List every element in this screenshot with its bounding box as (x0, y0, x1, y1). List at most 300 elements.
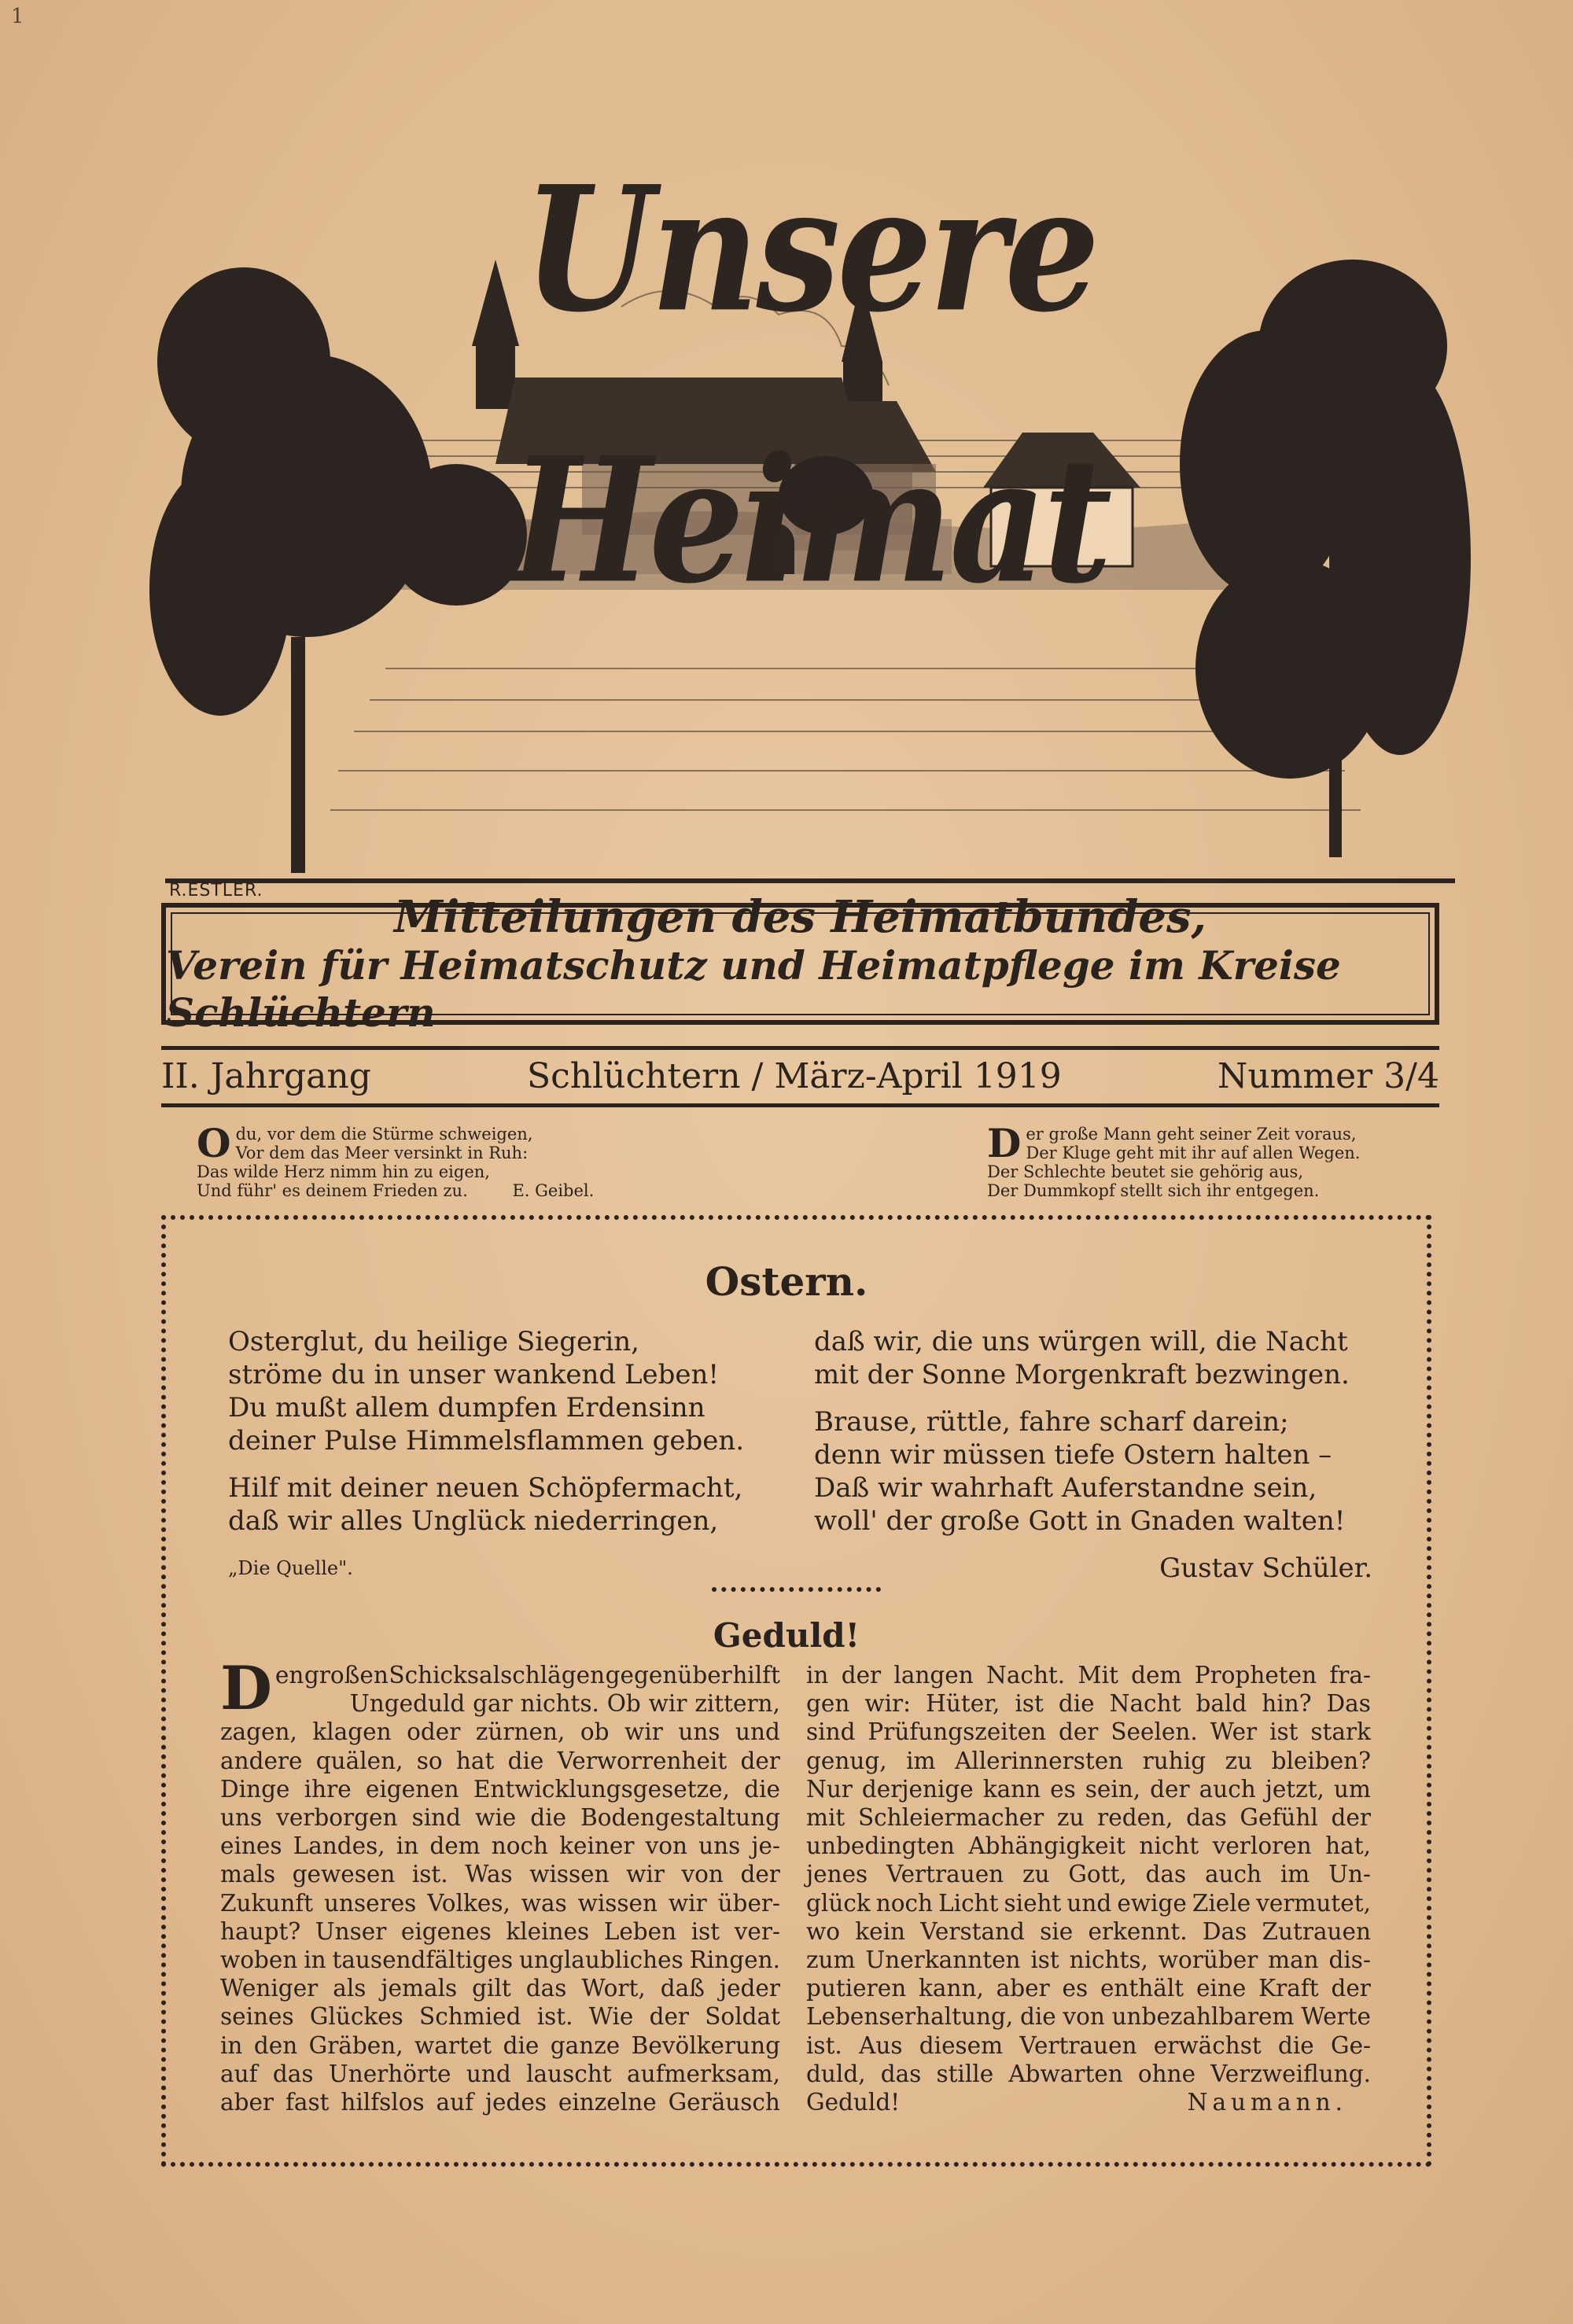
poem-line: Osterglut, du heilige Siegerin, (228, 1326, 639, 1357)
word: jemals (381, 1975, 458, 2002)
epigraph-line: Das wilde Herz nimm hin zu eigen, (197, 1162, 490, 1181)
word: Ziele (1192, 1889, 1251, 1917)
word: Nur (806, 1775, 853, 1803)
poem-source: „Die Quelle". (228, 1557, 353, 1579)
place-date: Schlüchtern / März-April 1919 (526, 1055, 1062, 1096)
word: als (333, 1975, 367, 2002)
article-line (806, 1775, 1371, 1803)
word: Schicksalschlägen (389, 1662, 606, 1689)
word: ist (1269, 1718, 1299, 1746)
word: Dinge (220, 1775, 290, 1803)
word: im (1280, 1861, 1310, 1888)
poem-right-column (814, 1325, 1372, 1585)
rule-top (161, 1046, 1439, 1050)
word: quälen, (315, 1747, 403, 1774)
word: daß (660, 1975, 705, 2002)
word: ganze (550, 2031, 621, 2059)
article-line (806, 2060, 1371, 2088)
word: woben (220, 1946, 298, 1974)
word: die (1019, 2003, 1056, 2031)
word: enthält (1100, 1975, 1184, 2002)
word: fra- (1329, 1662, 1371, 1689)
word: gilt (472, 1975, 511, 2002)
stanza (228, 1471, 779, 1538)
article-title: Geduld! (713, 1616, 860, 1655)
article-line (806, 1803, 1371, 1832)
word: keiner (559, 1832, 635, 1860)
word: die (744, 1775, 780, 1803)
word: Vertrauen (886, 1861, 1004, 1888)
page-corner-mark: 1 (11, 5, 24, 28)
word: jetzt, (1265, 1775, 1324, 1803)
word: gewesen (292, 1861, 396, 1888)
article-line (220, 2031, 780, 2060)
epigraph-line: Der Dummkopf stellt sich ihr entgegen. (987, 1181, 1320, 1200)
article-line (806, 1860, 1371, 1888)
poem-line: Brause, rüttle, fahre scharf darein; (814, 1406, 1289, 1438)
word: derjenige (861, 1775, 974, 1803)
word: von (645, 1832, 688, 1860)
poem-line: daß wir, die uns würgen will, die Nacht (814, 1326, 1348, 1357)
word: haupt? (220, 1917, 301, 1945)
word: eine (1195, 1975, 1247, 2002)
word: Volkes, (427, 1889, 510, 1917)
word: Ungeduld (349, 1690, 466, 1718)
poem-line: Hilf mit deiner neuen Schöpfermacht, (228, 1472, 743, 1504)
word: erkennt. (1088, 1917, 1188, 1945)
word: auch (1204, 1861, 1262, 1888)
article-line (220, 1860, 780, 1888)
epigraph-line: Und führ' es deinem Frieden zu. (197, 1181, 468, 1200)
epigraph-right (987, 1120, 1427, 1200)
word: wartet (414, 2031, 492, 2059)
word: unbedingten (806, 1832, 955, 1860)
word: seines (220, 2003, 294, 2031)
poem-line: deiner Pulse Himmelsflammen geben. (228, 1425, 745, 1457)
word: Werte (1301, 2003, 1371, 2031)
word: Was (465, 1861, 513, 1888)
word: Wie (588, 2003, 634, 2031)
epigraph-geibel (197, 1120, 637, 1200)
article-left-column (220, 1653, 780, 2116)
word: Verstand (920, 1917, 1025, 1945)
word: Verzweiflung. (1210, 2060, 1371, 2087)
word: genug, (806, 1747, 887, 1774)
poem-title: Ostern. (705, 1258, 868, 1305)
word: lauscht (526, 2060, 612, 2087)
word: was (521, 1889, 567, 1917)
article-line (220, 1974, 780, 2002)
word: bleiben? (1271, 1747, 1371, 1774)
word: kein (855, 1917, 906, 1945)
article-line (220, 2060, 780, 2088)
banner-line-2: Verein für Heimatschutz und Heimatpflege im Kreise Schlüchtern (166, 941, 1341, 1036)
masthead (330, 148, 1290, 622)
word: Ge- (1331, 2031, 1371, 2059)
article-line (220, 2002, 780, 2031)
word: wie (475, 1804, 517, 1832)
article-right-column (806, 1661, 1371, 2116)
stanza (228, 1325, 779, 1457)
word: auch (1199, 1775, 1256, 1803)
word: stark (1310, 1718, 1371, 1746)
word: das (1145, 1861, 1187, 1888)
word: jeder (719, 1975, 780, 2002)
word: ohne (1137, 2060, 1196, 2087)
word: der (1150, 1775, 1190, 1803)
word: wir (624, 1718, 663, 1746)
word: uns (220, 1804, 263, 1832)
word: die (507, 1747, 544, 1774)
article-line (806, 1689, 1371, 1718)
epigraph-line: Der Schlechte beutet sie gehörig aus, (987, 1162, 1304, 1181)
article-line (275, 1689, 780, 1718)
word: Seelen. (1111, 1718, 1198, 1746)
word: der (1331, 1975, 1371, 2002)
word: en (274, 1662, 304, 1689)
word: verloren (1212, 1832, 1312, 1860)
word: Gott, (1068, 1861, 1127, 1888)
word: einzelne (558, 2089, 657, 2116)
word: dis- (1328, 1946, 1371, 1974)
word: im (906, 1747, 936, 1774)
word: klagen (312, 1718, 392, 1746)
word: das (880, 2060, 922, 2087)
word: großen (304, 1662, 389, 1689)
article-line (806, 1718, 1371, 1746)
word: hin? (1262, 1690, 1312, 1718)
word: die (530, 1804, 567, 1832)
word: Geräusch (668, 2089, 780, 2116)
poem-line: Daß wir wahrhaft Auferstandne sein, (814, 1472, 1317, 1504)
word: zürnen, (475, 1718, 565, 1746)
poem-line: denn wir müssen tiefe Ostern halten – (814, 1439, 1332, 1471)
word: die (1277, 2031, 1314, 2059)
article-line (806, 1946, 1371, 1974)
poem-left-column (228, 1325, 779, 1585)
section-divider (712, 1587, 881, 1592)
word: es (1050, 1775, 1076, 1803)
word: den (253, 2031, 298, 2059)
word: auf (436, 2089, 473, 2116)
word: kann (982, 1775, 1041, 1803)
word: und (466, 2060, 511, 2087)
article-author: Naumann. (1187, 2089, 1347, 2116)
epigraph-line: du, vor dem die Stürme schweigen, (235, 1125, 533, 1144)
word: hilft (732, 1662, 780, 1689)
word: kleines (506, 1917, 590, 1945)
article-line (806, 1661, 1371, 1689)
article-line (275, 1661, 780, 1689)
volume: II. Jahrgang (161, 1055, 371, 1096)
word: stille (936, 2060, 994, 2087)
word: dem (429, 1832, 481, 1860)
word: hilfslos (341, 2089, 425, 2116)
word: in (806, 1662, 829, 1689)
word: ewige (1117, 1889, 1187, 1917)
word: Soldat (705, 2003, 780, 2031)
word: ihre (304, 1775, 352, 1803)
word: Verworrenheit (557, 1747, 728, 1774)
word: der (649, 2003, 690, 2031)
word: es (1062, 1975, 1089, 2002)
word: nichts. (520, 1690, 599, 1718)
word: Abwarten (1008, 2060, 1123, 2087)
article-line (806, 2002, 1371, 2031)
word: aber (996, 1975, 1050, 2002)
word: nichts, (1069, 1946, 1148, 1974)
word: ist. (806, 2031, 842, 2059)
word: zu (1056, 1804, 1085, 1832)
word: fast (285, 2089, 330, 2116)
word: aber (220, 2089, 274, 2116)
word: Nacht (1109, 1690, 1181, 1718)
word: in (220, 2031, 243, 2059)
word: Lebenserhaltung, (806, 2003, 1014, 2031)
word: Landes, (293, 1832, 385, 1860)
word: unseres (324, 1889, 417, 1917)
article-line (806, 2031, 1371, 2060)
poem-author: Gustav Schüler. (1159, 1552, 1372, 1584)
article-line (220, 1946, 780, 1974)
word: zum (806, 1946, 856, 1974)
word: tausendfältiges (332, 1946, 514, 1974)
word: unbezahlbarem (1111, 2003, 1295, 2031)
epigraph-line: Vor dem das Meer versinkt in Ruh: (235, 1144, 529, 1162)
word: der (1058, 1718, 1099, 1746)
word: reden, (1097, 1804, 1173, 1832)
word: vermutet, (1256, 1889, 1371, 1917)
article-line (220, 1803, 780, 1832)
article-line (220, 1889, 780, 1917)
drop-cap: D (220, 1653, 272, 1723)
word: man (1268, 1946, 1319, 1974)
word: uns (698, 1832, 741, 1860)
word: gar (473, 1690, 513, 1718)
word: Hüter, (926, 1690, 1000, 1718)
issue-number: Nummer 3/4 (1217, 1055, 1439, 1096)
article-line (806, 1832, 1371, 1860)
word: und (735, 1718, 780, 1746)
word: duld, (806, 2060, 866, 2087)
word: ist. (536, 2003, 573, 2031)
word: bald (1195, 1690, 1247, 1718)
epigraph-line: Der Kluge geht mit ihr auf allen Wegen. (1026, 1144, 1361, 1162)
word: der (740, 1747, 780, 1774)
word: Bodengestaltung (580, 1804, 780, 1832)
word: Propheten (1194, 1662, 1317, 1689)
word: andere (220, 1747, 303, 1774)
article-line (220, 1747, 780, 1775)
word: Aus (859, 2031, 903, 2059)
epigraph-author: E. Geibel. (512, 1181, 595, 1200)
word: Wort, (581, 1975, 646, 2002)
word: wissen (529, 1861, 610, 1888)
word: in (304, 1946, 326, 1974)
word: um (1333, 1775, 1371, 1803)
word: Das (1326, 1690, 1371, 1718)
word: eigenes (400, 1917, 492, 1945)
word: mals (220, 1861, 276, 1888)
word: und (1066, 1889, 1112, 1917)
word: wir (668, 1889, 707, 1917)
stanza (814, 1405, 1372, 1538)
word: uns (678, 1718, 720, 1746)
word: der (740, 1861, 780, 1888)
word: je- (751, 1832, 780, 1860)
word: Vertrauen (1019, 2031, 1137, 2059)
word: jenes (806, 1861, 868, 1888)
word: Kraft (1258, 1975, 1319, 2002)
article-closing-line (806, 2088, 1371, 2116)
word: zu (1022, 1861, 1050, 1888)
word: zagen, (220, 1718, 297, 1746)
word: die (503, 2031, 540, 2059)
word: sind (411, 1804, 462, 1832)
word: ist (691, 1917, 720, 1945)
word: Mit (1078, 1662, 1118, 1689)
rule-bottom (161, 1103, 1439, 1107)
word: Entwicklungsgesetze, (473, 1775, 730, 1803)
word: ob (580, 1718, 610, 1746)
word: Allerinnersten (955, 1747, 1124, 1774)
word: erwächst (1153, 2031, 1262, 2059)
poem-line: daß wir alles Unglück niederringen, (228, 1505, 719, 1537)
word: Schleiermacher (857, 1804, 1044, 1832)
word: wissen (577, 1889, 658, 1917)
word: Zukunft (220, 1889, 314, 1917)
word: unglaubliches (518, 1946, 683, 1974)
word: das (272, 2060, 314, 2087)
word: sein, (1085, 1775, 1141, 1803)
word: Schmied (419, 2003, 521, 2031)
word: das (525, 1975, 567, 2002)
word: diesem (919, 2031, 1004, 2059)
word: ist. (411, 1861, 448, 1888)
word: Gefühl (1240, 1804, 1318, 1832)
word: wir (626, 1861, 665, 1888)
word: Bevölkerung (631, 2031, 780, 2059)
masthead-title: Unsere Heimat (510, 148, 1110, 622)
word: noch (875, 1889, 934, 1917)
word: ver- (734, 1917, 780, 1945)
poem-line: ströme du in unser wankend Leben! (228, 1359, 720, 1390)
word: die (1058, 1690, 1095, 1718)
article-line (220, 1718, 780, 1746)
word: zittern, (694, 1690, 780, 1718)
word: noch (491, 1832, 549, 1860)
word: Ringen. (689, 1946, 780, 1974)
word: dem (1131, 1662, 1182, 1689)
word: sie (1040, 1917, 1074, 1945)
word: eigenen (365, 1775, 459, 1803)
stanza (814, 1325, 1372, 1391)
word: Leben (603, 1917, 677, 1945)
word: worüber (1158, 1946, 1258, 1974)
word: der (841, 1662, 882, 1689)
word: Licht (938, 1889, 999, 1917)
word: oder (407, 1718, 461, 1746)
word: Unser (315, 1917, 387, 1945)
word: jedes (484, 2089, 547, 2116)
article-line (806, 1974, 1371, 2002)
word: sind (806, 1718, 856, 1746)
word: putieren (806, 1975, 907, 2002)
word: Un- (1328, 1861, 1371, 1888)
word: das (1186, 1804, 1227, 1832)
word: in (396, 1832, 419, 1860)
word: ist (1030, 1946, 1059, 1974)
word: nicht (1139, 1832, 1199, 1860)
word: hat, (1325, 1832, 1371, 1860)
word: langen (893, 1662, 974, 1689)
word: hat (455, 1747, 495, 1774)
word: Weniger (220, 1975, 319, 2002)
article-line (220, 1775, 780, 1803)
word: ist (1015, 1690, 1044, 1718)
epigraph-line: er große Mann geht seiner Zeit voraus, (1026, 1125, 1357, 1144)
word: Gräben, (308, 2031, 403, 2059)
word: ruhig (1142, 1747, 1206, 1774)
word: Das (1202, 1917, 1247, 1945)
word: Zutrauen (1262, 1917, 1371, 1945)
article-line (220, 2088, 780, 2116)
word: wo (806, 1917, 841, 1945)
poem-line: Du mußt allem dumpfen Erdensinn (228, 1392, 705, 1423)
word: so (416, 1747, 443, 1774)
closing-word: Geduld! (806, 2089, 901, 2116)
word: Ob (606, 1690, 641, 1718)
word: Wer (1210, 1718, 1258, 1746)
word: wir: (864, 1690, 912, 1718)
poem-line: woll' der große Gott in Gnaden walten! (814, 1505, 1346, 1537)
article-line (806, 1889, 1371, 1917)
word: zu (1225, 1747, 1253, 1774)
word: der (1331, 1804, 1371, 1832)
banner-line-1: Mitteilungen des Heimatbundes, (393, 890, 1207, 943)
word: Unerhörte (328, 2060, 451, 2087)
word: auf (220, 2060, 258, 2087)
word: über- (717, 1889, 780, 1917)
word: mit (806, 1804, 845, 1832)
word: gegenüber (605, 1662, 732, 1689)
poem-line: mit der Sonne Morgenkraft bezwingen. (814, 1359, 1350, 1390)
word: Abhängigkeit (968, 1832, 1125, 1860)
word: glück (806, 1889, 871, 1917)
article-line (806, 1917, 1371, 1946)
word: eines (220, 1832, 282, 1860)
word: Unerkannten (865, 1946, 1021, 1974)
word: sieht (1004, 1889, 1062, 1917)
word: Prüfungszeiten (868, 1718, 1047, 1746)
article-line (806, 1747, 1371, 1775)
artist-signature: R.ESTLER. (169, 881, 263, 901)
word: von (1063, 2003, 1105, 2031)
word: Glückes (309, 2003, 403, 2031)
article-line (220, 1917, 780, 1946)
article-line (220, 1832, 780, 1860)
word: gen (806, 1690, 850, 1718)
word: von (681, 1861, 724, 1888)
epigraph-initial: O (197, 1120, 231, 1166)
issue-info-row (161, 1051, 1439, 1101)
word: verborgen (276, 1804, 398, 1832)
word: Nacht. (986, 1662, 1066, 1689)
word: wir (648, 1690, 687, 1718)
epigraph-initial: D (987, 1120, 1022, 1166)
word: aufmerksam, (626, 2060, 780, 2087)
word: kann, (919, 1975, 984, 2002)
